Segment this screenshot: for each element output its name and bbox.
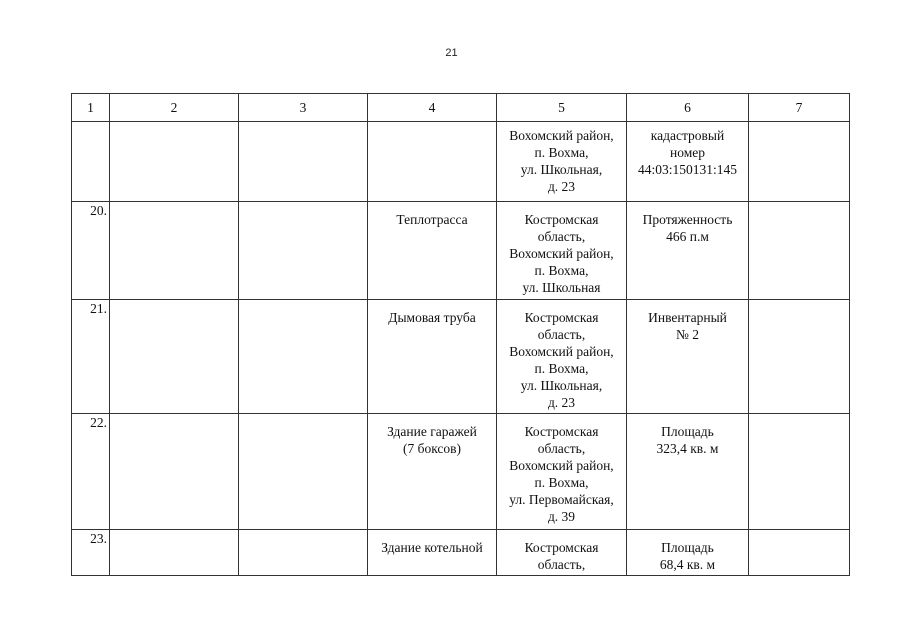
object-characteristic: Протяженность 466 п.м: [627, 202, 749, 300]
object-characteristic: Площадь 68,4 кв. м: [627, 530, 749, 576]
table-row: [72, 300, 850, 414]
object-name: Здание гаражей (7 боксов): [368, 414, 497, 530]
object-name: Дымовая труба: [368, 300, 497, 414]
object-characteristic: Инвентарный № 2: [627, 300, 749, 414]
cell-col3: [239, 300, 368, 414]
table-row: [72, 414, 850, 530]
header-col-6: 6: [627, 94, 749, 122]
object-name: Теплотрасса: [368, 202, 497, 300]
row-number: 20.: [72, 202, 110, 300]
cell-col2: [110, 122, 239, 202]
cell-col3: [239, 202, 368, 300]
object-address: Костромская область, Вохомский район, п. Вохма, ул. Школьная: [497, 202, 627, 300]
cell-col2: [110, 202, 239, 300]
header-col-7: 7: [749, 94, 850, 122]
cell-col7: [749, 202, 850, 300]
cell-col7: [749, 414, 850, 530]
table-row: [72, 122, 850, 202]
cell-col7: [749, 530, 850, 576]
cell-col7: [749, 300, 850, 414]
cell-col3: [239, 414, 368, 530]
object-address: Костромская область, Вохомский район, п. Вохма, ул. Первомайская, д. 39: [497, 414, 627, 530]
object-characteristic: Площадь 323,4 кв. м: [627, 414, 749, 530]
row-number: 22.: [72, 414, 110, 530]
object-characteristic: кадастровый номер 44:03:150131:145: [627, 122, 749, 202]
table-row: [72, 530, 850, 576]
header-col-1: 1: [72, 94, 110, 122]
header-col-4: 4: [368, 94, 497, 122]
row-number: 21.: [72, 300, 110, 414]
object-address: Костромская область,: [497, 530, 627, 576]
property-register-table: [71, 93, 850, 576]
table-row: [72, 202, 850, 300]
row-number: 23.: [72, 530, 110, 576]
cell-col2: [110, 414, 239, 530]
page-number: 21: [445, 47, 458, 59]
cell-col7: [749, 122, 850, 202]
header-row: [72, 94, 850, 122]
cell-col2: [110, 530, 239, 576]
row-number: [72, 122, 110, 202]
object-address: Костромская область, Вохомский район, п. Вохма, ул. Школьная, д. 23: [497, 300, 627, 414]
cell-col3: [239, 530, 368, 576]
cell-col2: [110, 300, 239, 414]
object-address: Вохомский район, п. Вохма, ул. Школьная, д. 23: [497, 122, 627, 202]
cell-col3: [239, 122, 368, 202]
header-col-3: 3: [239, 94, 368, 122]
header-col-2: 2: [110, 94, 239, 122]
object-name: Здание котельной: [368, 530, 497, 576]
header-col-5: 5: [497, 94, 627, 122]
object-name: [368, 122, 497, 202]
